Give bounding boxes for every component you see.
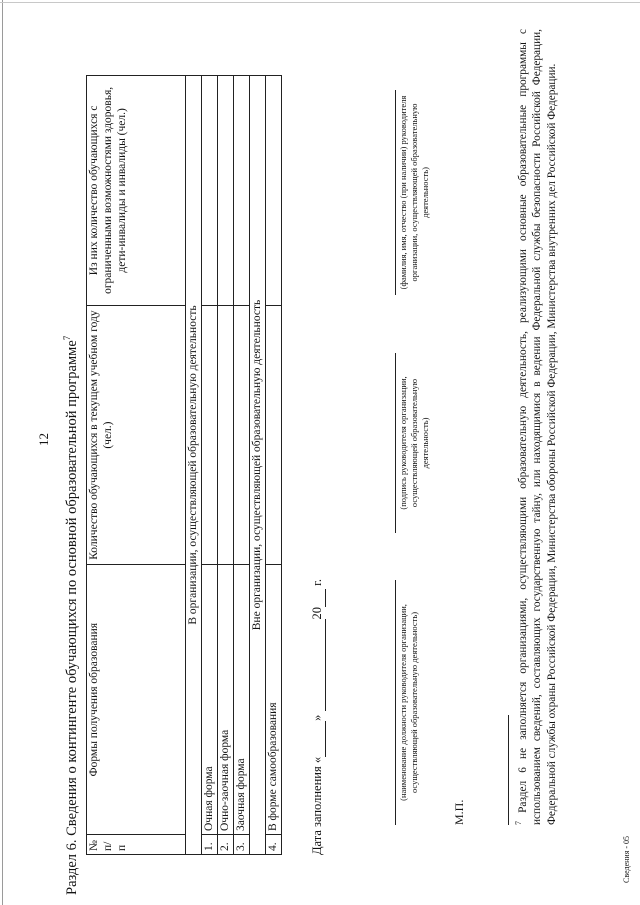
header-num: № п/п [87,835,186,855]
fill-date-quote-close: » [310,714,324,721]
row-count-cell [202,305,218,565]
fill-date-line [310,579,326,855]
section-title-footnote-marker: 7 [62,335,72,341]
row-disabled-cell [234,76,250,306]
row-count-cell [266,305,282,565]
table-section-row [250,76,266,855]
row-num: 3. [234,835,250,855]
section-title [62,336,81,895]
row-num: 2. [218,835,234,855]
signature-name-caption: (фамилия, имя, отчество (при наличии) руководителя организации, осуществляющей образовательную деятельность) [395,90,431,295]
table-row [234,76,250,855]
table-header-row [87,76,186,855]
header-form: Формы получения образования [87,565,186,835]
fill-day-blank [310,721,326,757]
signature-position-caption: (наименование должности руководителя организации, осуществляющей образовательную деятельность) [395,580,420,825]
fill-year-blank [310,589,326,607]
footnote [512,29,559,825]
footnote-marker: 7 [514,821,523,825]
header-count: Количество обучающихся в текущем учебном году (чел.) [87,305,186,565]
fill-year-suffix: г. [310,579,324,586]
table-section-row [186,76,202,855]
row-disabled-cell [266,76,282,306]
footnote-separator [508,715,509,825]
row-num: 1. [202,835,218,855]
header-disabled: Из них количество обучающихся с ограниченными возможностями здоровья, дети-инвалиды и инвалиды (чел.) [87,76,186,306]
table-row [202,76,218,855]
signature-sign-caption: (подпись руководителя организации, осуществляющей образовательную деятельность) [395,353,431,533]
row-form: Очно-заочная форма [218,565,234,835]
row-form: Очная форма [202,565,218,835]
table-row [266,76,282,855]
fill-date-label: Дата заполнения « [310,756,324,855]
footnote-text: Раздел 6 не заполняется организациями, осуществляющими образовательную деятельность, реализующими основные образовательные программы с использованием сведений, составляющих государственную тайну, или находящимися в ведении Федеральной службы безопасности Российской Федерации, Федеральной службы охраны Российской Федерации, Министерства обороны Российской Федерации, Министерства внутренних дел Российской Федерации. [516,29,558,825]
fill-month-blank [310,620,326,712]
row-form: В форме самообразования [266,565,282,835]
row-count-cell [218,305,234,565]
section-inside-label: В организации, осуществляющей образовательную деятельность [186,76,202,855]
row-num: 4. [266,835,282,855]
row-disabled-cell [202,76,218,306]
section-outside-label: Вне организации, осуществляющей образовательную деятельность [250,76,266,855]
corner-label: Сведения - 05 [622,835,631,883]
table-row [218,76,234,855]
row-disabled-cell [218,76,234,306]
page-number: 12 [36,433,51,446]
row-count-cell [234,305,250,565]
row-form: Заочная форма [234,565,250,835]
fill-year-prefix: 20 [310,607,324,620]
stamp-label: М.П. [452,799,466,825]
section-title-text: Раздел 6. Сведения о контингенте обучающихся по основной образовательной программе [63,340,80,895]
contingent-table [86,75,282,855]
